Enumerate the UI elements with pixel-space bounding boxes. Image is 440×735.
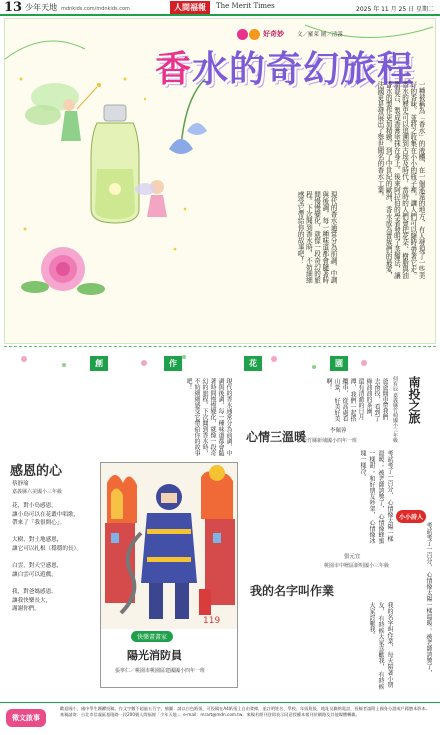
poem-line: 心情像蜂蜜一樣甜；: [368, 450, 384, 544]
paper-english-name: The Merit Times: [216, 2, 275, 10]
byline: 文／羅萊 圖／清霧: [297, 32, 343, 38]
poem-author-gratitude: 蔡靜瑜: [12, 481, 29, 487]
upper-left-poem-text: 現代的香水通常分為前調、中調與後調，每一種味道都會隨著時間慢慢變化，就像一段奇幻的旅程。下次聞到香水時，不妨細細感受它帶給你的故事吧！: [185, 378, 232, 456]
kid-drawing-frame: [100, 462, 238, 688]
poem-line: 大樹，對土地感恩，: [12, 537, 63, 544]
title-part-2: 水的奇幻旅程: [192, 49, 415, 90]
poem-line: 帶來了「我很開心」。: [12, 520, 66, 527]
poem-line: [12, 528, 98, 537]
kid-poet-badge: 小小詩人: [396, 510, 426, 523]
poem-line: 白雲，對天空感恩，: [12, 563, 63, 570]
issue-date: 2025 年 11 月 25 日 星期二: [356, 6, 434, 13]
site-url[interactable]: mdnkids.com/mdnkids.com: [61, 5, 130, 12]
poem-line: 我們一起搭纜車，: [341, 378, 356, 422]
poem-line: 心情像太陽一樣溫暖；: [377, 450, 393, 542]
poem-school-warmth: 新竹縣新埔國小四年一班: [302, 438, 358, 444]
poem-line: 被老師誇獎了，: [425, 633, 432, 676]
poem-line: 心情像冰塊一樣冷。: [359, 450, 375, 544]
call-for-submissions-tag: 徵文啟事: [6, 709, 46, 727]
poem-line: 被老師誇獎了，: [377, 469, 384, 512]
poem-line: 讓小鳥可以在花叢中唱歌，: [12, 511, 80, 518]
poem-line: 有時候大家喜歡我，: [377, 615, 384, 670]
poem-school-name: 桃園市中壢區新明國小三年級: [324, 563, 390, 569]
section-name: 少年天地: [25, 2, 58, 12]
poem-body-name: [244, 602, 394, 692]
page-number: 13: [4, 0, 23, 15]
poem-line: 心情像太陽一樣溫暖；: [425, 571, 432, 632]
feature-article: [4, 18, 436, 344]
poem-author-name: 張元宜: [344, 554, 361, 560]
poem-line: 考試考了一百分，: [425, 522, 432, 570]
poem-line: 還有清澈的日月潭，: [349, 378, 364, 420]
svg-text:119: 119: [203, 616, 221, 626]
firefighter-drawing: [101, 463, 237, 629]
poem-line: 有時候大家討厭我。: [368, 602, 384, 690]
poem-line: 謝謝你們。: [12, 606, 40, 613]
poem-body-warmth: [244, 450, 394, 546]
paper-logo: 人間福報: [170, 1, 210, 14]
poem-title-nantou: 南投之旅: [407, 376, 421, 424]
poem-line: [12, 579, 98, 588]
call-for-submissions-text: 歡迎國小、國中學生踴躍投稿，作文字數不超過五百字，繪圖：請以白色紙張、可投稿在A4紙張上自由發揮，並註明姓名、學校、年級班級、地址及聯絡電話，投稿者請附上國身分證或戶籍謄本影本。來稿請寄：台北市信義區基隆路一段200號人間福報「少年天地」。e-mail：mrart@mdn.com.tw。來稿若經刊登即表示同意授權本報刊於網路及其他媒體轉載。: [60, 706, 430, 717]
poem-title-warmth: 心情三溫暖: [246, 430, 307, 444]
band-label-1: 創: [90, 356, 108, 371]
page-footer: [0, 702, 440, 735]
poem-line: 讓我快樂長大，: [12, 597, 52, 604]
poem-author-nantou: 何宥辰: [392, 376, 398, 391]
poem-body-nantou: [244, 378, 388, 424]
poem-school-nantou: 嘉義縣竹崎國小三年級: [392, 392, 398, 443]
band-label-4: 園: [330, 356, 348, 371]
band-label-3: 花: [244, 356, 262, 371]
feature-body-text-2: 現代的香水通常分為前調、中調與後調，每一種味道都會隨著時間慢慢變化，就像一段奇幻的旅程。下次聞到香水時，不妨細細感受它帶給你的故事吧！: [296, 191, 337, 284]
title-part-1: 香: [155, 49, 193, 90]
drawing-badge: 快樂畫畫家: [131, 631, 173, 642]
poem-line: 讓它可以扎根（穩穩的長）。: [12, 545, 82, 552]
column-name: 好奇妙: [263, 30, 284, 38]
feature-body-text: 一種被稱為「香水」的液體，在一個遙遠的地方，有人發現了一些美好的香味，並將之收集在小小的瓶子裡，讓人們可以隨時帶著它走。香水的歷史可以追溯到古埃及時代，當時的人們會把花朵、樹脂與油脂混合，製成香膏塗抹在身上。後來阿拉伯的學者發明了蒸餾法，讓香水的製作更加精緻。到了中世紀的歐洲，香水成為貴族們的最愛，法國更是發展出了舉世聞名的香水工業。: [375, 81, 425, 279]
poem-line: 每天陪著小朋友，: [377, 602, 393, 688]
poem-line: 花，對小鳥感恩，: [12, 503, 57, 509]
poem-line: 好美好美啊！: [325, 378, 340, 422]
drawing-credit: 張寧仁／桃園市桃園區建國國小四年一班: [115, 668, 206, 674]
band-flower-decoration: [4, 347, 436, 377]
drawing-title: 陽光消防員: [127, 649, 182, 662]
column-badge-icon: [237, 29, 248, 40]
poem-body-gratitude: [12, 502, 98, 614]
poem-line: 讓白雲可以遊戲，: [12, 571, 57, 578]
band-label-2: 作: [164, 356, 182, 371]
creation-garden-band: [4, 346, 436, 376]
poem-line: 我的名字叫作業，: [386, 602, 393, 650]
poem-title-gratitude: 感恩的心: [10, 464, 63, 479]
poem-line: 從高處看山景，: [333, 378, 348, 422]
poem-meta-nantou: [392, 376, 399, 443]
poem-line: 考試考了一百分，: [386, 450, 393, 498]
poem-body-nantou-cont: [392, 522, 432, 692]
poem-author-warmth: 李佩蓉: [330, 428, 347, 434]
poem-line: 看到了綠油油的茶園，: [365, 378, 380, 422]
poem-line: 爸爸開車帶我們去南投，: [373, 378, 388, 420]
poem-title-name: 我的名字叫作業: [250, 584, 335, 598]
poem-line: 和好朋友吵架，: [368, 475, 375, 518]
poem-line: 我，對爸媽感恩，: [12, 588, 57, 595]
creation-garden-section: [4, 376, 436, 698]
column-badge-icon-2: [249, 29, 260, 40]
poem-line: [12, 554, 98, 563]
poem-school-gratitude: 嘉義縣六美國小三年級: [12, 489, 63, 495]
